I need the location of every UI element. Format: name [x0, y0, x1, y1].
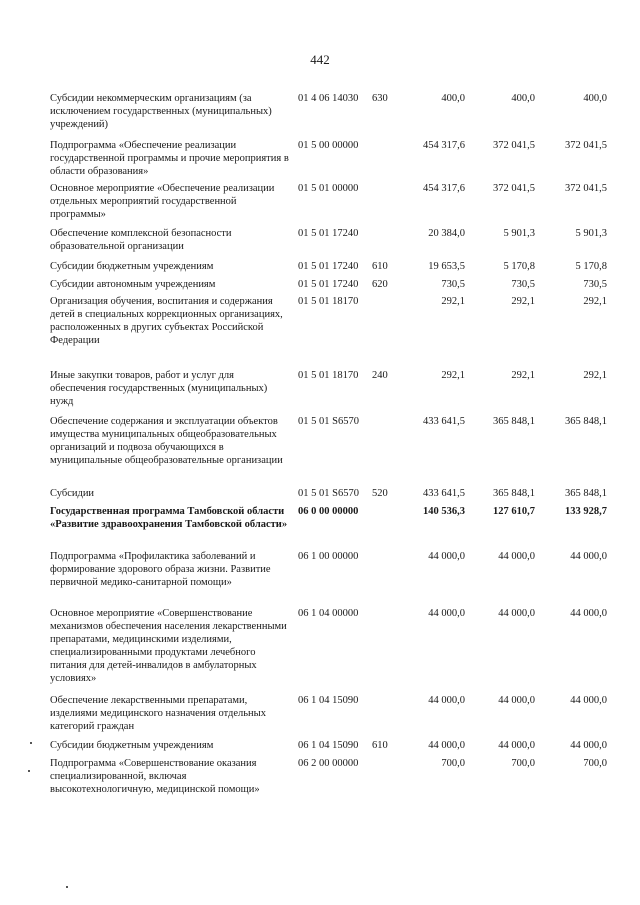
row-code: 01 5 01 18170: [298, 370, 359, 381]
row-type: 240: [372, 370, 388, 381]
row-code: 01 5 01 00000: [298, 183, 359, 194]
row-value-3: 365 848,1: [565, 416, 607, 427]
row-value-1: 292,1: [441, 370, 465, 381]
row-value-3: 700,0: [583, 758, 607, 769]
row-value-3: 372 041,5: [565, 140, 607, 151]
row-code: 06 1 04 15090: [298, 695, 359, 706]
row-value-1: 44 000,0: [428, 551, 465, 562]
row-value-3: 400,0: [583, 93, 607, 104]
scan-speck: [66, 886, 68, 888]
row-type: 630: [372, 93, 388, 104]
scan-speck: [28, 770, 30, 772]
row-value-1: 44 000,0: [428, 608, 465, 619]
row-value-1: 44 000,0: [428, 740, 465, 751]
row-name: Основное мероприятие «Совершенствование механизмов обеспечения населения лекарственными препаратами, медицинскими изделиями, специализированными продуктами лечебного питания для детей-инвалидов в амбулаторных условиях»: [50, 608, 287, 684]
row-value-3: 133 928,7: [565, 506, 607, 517]
row-name: Обеспечение содержания и эксплуатации объектов имущества муниципальных общеобразовательных организаций и подвоза обучающихся в муниципальные общеобразовательные организации: [50, 416, 283, 466]
row-value-3: 44 000,0: [570, 695, 607, 706]
row-name: Обеспечение лекарственными препаратами, изделиями медицинского назначения отдельных категорий граждан: [50, 695, 266, 732]
row-value-3: 5 901,3: [575, 228, 607, 239]
row-value-1: 454 317,6: [423, 183, 465, 194]
row-value-2: 365 848,1: [493, 416, 535, 427]
row-value-3: 44 000,0: [570, 551, 607, 562]
row-code: 06 1 00 00000: [298, 551, 359, 562]
row-code: 06 2 00 00000: [298, 758, 359, 769]
row-value-3: 730,5: [583, 279, 607, 290]
row-value-2: 44 000,0: [498, 551, 535, 562]
row-name: Субсидии бюджетным учреждениям: [50, 261, 214, 272]
row-value-1: 292,1: [441, 296, 465, 307]
row-value-2: 372 041,5: [493, 183, 535, 194]
row-value-2: 400,0: [511, 93, 535, 104]
row-code: 01 5 00 00000: [298, 140, 359, 151]
row-value-2: 372 041,5: [493, 140, 535, 151]
row-value-1: 433 641,5: [423, 488, 465, 499]
row-code: 01 5 01 18170: [298, 296, 359, 307]
row-value-2: 365 848,1: [493, 488, 535, 499]
row-value-1: 20 384,0: [428, 228, 465, 239]
row-value-2: 44 000,0: [498, 608, 535, 619]
row-code: 01 5 01 S6570: [298, 416, 359, 427]
row-name: Субсидии бюджетным учреждениям: [50, 740, 214, 751]
row-value-1: 700,0: [441, 758, 465, 769]
row-type: 610: [372, 261, 388, 272]
row-code: 01 5 01 S6570: [298, 488, 359, 499]
row-name: Обеспечение комплексной безопасности образовательной организации: [50, 228, 232, 252]
row-value-3: 44 000,0: [570, 608, 607, 619]
row-value-3: 372 041,5: [565, 183, 607, 194]
row-type: 620: [372, 279, 388, 290]
row-code: 06 1 04 00000: [298, 608, 359, 619]
row-name: Субсидии: [50, 488, 95, 499]
row-value-1: 454 317,6: [423, 140, 465, 151]
row-value-1: 433 641,5: [423, 416, 465, 427]
row-value-2: 127 610,7: [493, 506, 535, 517]
row-value-2: 44 000,0: [498, 740, 535, 751]
row-value-3: 44 000,0: [570, 740, 607, 751]
row-name: Подпрограмма «Профилактика заболеваний и формирование здорового образа жизни. Развитие первичной медико-санитарной помощи»: [50, 551, 271, 588]
row-value-1: 140 536,3: [423, 506, 465, 517]
row-value-2: 292,1: [511, 370, 535, 381]
scan-speck: [30, 742, 32, 744]
row-code: 01 4 06 14030: [298, 93, 359, 104]
row-name: Подпрограмма «Совершенствование оказания специализированной, включая высокотехнологичную, медицинской помощи»: [50, 758, 260, 795]
row-name: Государственная программа Тамбовской области «Развитие здравоохранения Тамбовской области»: [50, 506, 288, 530]
row-code: 01 5 01 17240: [298, 228, 359, 239]
row-value-2: 292,1: [511, 296, 535, 307]
page-number: 442: [310, 52, 330, 67]
row-name: Субсидии некоммерческим организациям (за исключением государственных (муниципальных) учреждений): [50, 93, 272, 130]
row-code: 01 5 01 17240: [298, 261, 359, 272]
row-value-1: 400,0: [441, 93, 465, 104]
row-value-2: 5 901,3: [503, 228, 535, 239]
row-value-1: 730,5: [441, 279, 465, 290]
row-name: Иные закупки товаров, работ и услуг для обеспечения государственных (муниципальных) нужд: [50, 370, 268, 407]
row-value-2: 5 170,8: [503, 261, 535, 272]
row-value-2: 44 000,0: [498, 695, 535, 706]
row-value-1: 44 000,0: [428, 695, 465, 706]
row-type: 520: [372, 488, 388, 499]
row-code: 06 1 04 15090: [298, 740, 359, 751]
row-code: 01 5 01 17240: [298, 279, 359, 290]
row-value-3: 292,1: [583, 296, 607, 307]
row-name: Подпрограмма «Обеспечение реализации государственной программы и прочие мероприятия в области образования»: [50, 140, 289, 177]
row-name: Основное мероприятие «Обеспечение реализации отдельных мероприятий государственной программы»: [50, 183, 275, 220]
row-name: Организация обучения, воспитания и содержания детей в специальных коррекционных организациях, расположенных в других субъектах Российской Федерации: [50, 296, 283, 346]
row-value-1: 19 653,5: [428, 261, 465, 272]
row-value-3: 365 848,1: [565, 488, 607, 499]
row-value-3: 292,1: [583, 370, 607, 381]
row-value-2: 730,5: [511, 279, 535, 290]
row-value-2: 700,0: [511, 758, 535, 769]
row-name: Субсидии автономным учреждениям: [50, 279, 216, 290]
row-type: 610: [372, 740, 388, 751]
row-value-3: 5 170,8: [575, 261, 607, 272]
row-code: 06 0 00 00000: [298, 506, 359, 517]
